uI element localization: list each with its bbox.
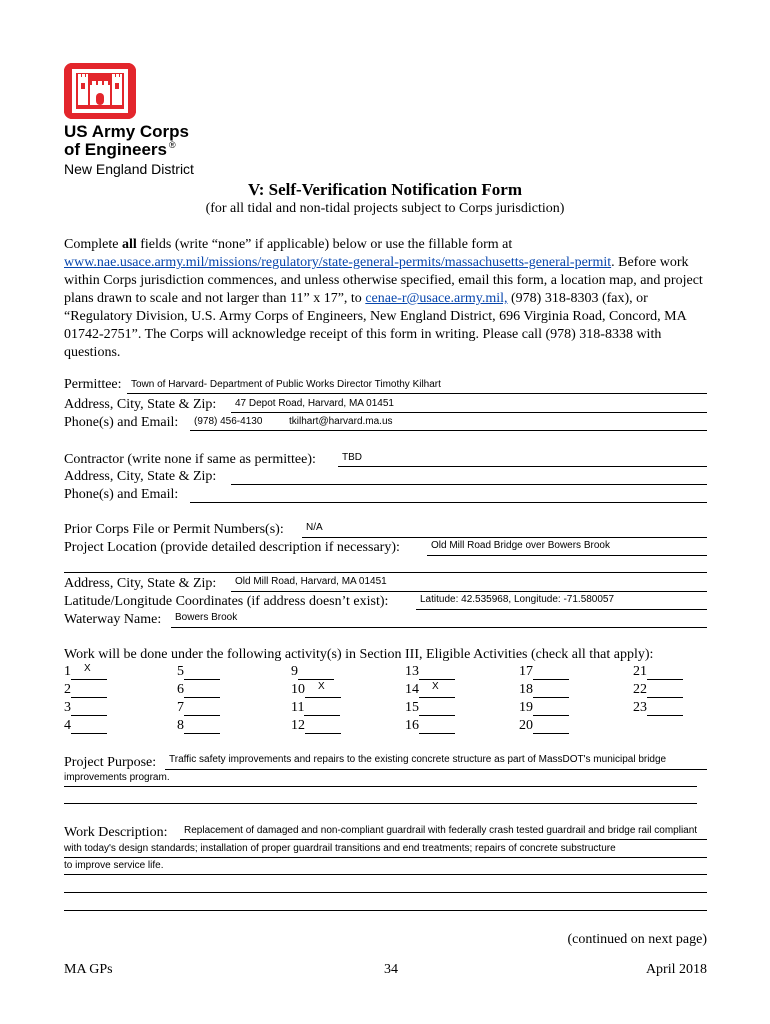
contractor-phone-label: Phone(s) and Email: (64, 487, 179, 502)
purpose-line-1[interactable] (165, 769, 707, 770)
activity-checkbox[interactable] (647, 683, 683, 698)
page-number: 34 (384, 962, 398, 977)
prior-permit-label: Prior Corps File or Permit Numbers(s): (64, 522, 284, 537)
activity-16 (405, 718, 455, 734)
activity-checkbox[interactable] (298, 665, 334, 680)
work-description-label: Work Description: (64, 825, 168, 840)
activity-12 (291, 718, 341, 734)
permittee-value[interactable]: Town of Harvard- Department of Public Works Director Timothy Kilhart (131, 379, 441, 390)
project-location-line-2[interactable] (64, 572, 707, 573)
instructions-paragraph: Complete all fields (write “none” if applicable) below or use the fillable form at www.nae.usace.army.mil/missions/regulatory/state-general-permits/massachusetts-general-permit. Before work within Corps jurisdiction commences, and unless otherwise specified, email this form, a location map, and project plans drawn to scale and not larger than 11” x 17”, to cenae-r@usace.army.mil, (978) 318-8303 (fax), or “Regulatory Division, U.S. Army Corps of Engineers, New England District, 696 Virginia Road, Concord, MA 01742-2751”. The Corps will acknowledge receipt of this form in writing. Please call (978) 318-8338 with questions. (64, 237, 703, 360)
activity-number: 11 (291, 700, 305, 715)
activity-17 (519, 664, 569, 680)
work-line-1[interactable] (180, 839, 707, 840)
activity-number: 13 (405, 664, 419, 679)
latlon-label: Latitude/Longitude Coordinates (if address doesn’t exist): (64, 594, 389, 609)
permittee-field-line[interactable] (127, 393, 707, 394)
work-line-3[interactable] (64, 874, 707, 875)
permit-url-link[interactable]: www.nae.usace.army.mil/missions/regulatory/state-general-permits/massachusetts-general-permit (64, 255, 612, 270)
activity-11 (291, 700, 340, 716)
activity-number: 10 (291, 682, 305, 697)
activity-number: 4 (64, 718, 71, 733)
email-link[interactable]: cenae-r@usace.army.mil, (365, 291, 508, 306)
activity-checkbox[interactable] (71, 701, 107, 716)
latlon-value[interactable]: Latitude: 42.535968, Longitude: -71.580057 (420, 594, 615, 605)
activity-number: 6 (177, 682, 184, 697)
activity-checkbox[interactable] (647, 701, 683, 716)
activity-5 (177, 664, 220, 680)
waterway-label: Waterway Name: (64, 612, 162, 627)
activity-number: 2 (64, 682, 71, 697)
activity-number: 16 (405, 718, 419, 733)
activity-checkbox[interactable] (419, 719, 455, 734)
activity-10 (291, 682, 341, 698)
location-address-line[interactable] (231, 591, 707, 592)
work-line-4[interactable] (64, 892, 707, 893)
contractor-address-line[interactable] (231, 484, 707, 485)
activity-21 (633, 664, 683, 680)
waterway-value[interactable]: Bowers Brook (175, 612, 238, 623)
activity-14 (405, 682, 455, 698)
purpose-text-2[interactable]: improvements program. (64, 772, 170, 783)
activity-number: 22 (633, 682, 647, 697)
activity-22 (633, 682, 683, 698)
activity-number: 9 (291, 664, 298, 679)
activity-number: 1 (64, 664, 71, 679)
activity-number: 17 (519, 664, 533, 679)
activity-checkbox[interactable] (419, 665, 455, 680)
purpose-text-1[interactable]: Traffic safety improvements and repairs to the existing concrete structure as part of MassDOT's municipal bridge (169, 754, 667, 765)
activity-checkbox[interactable] (305, 719, 341, 734)
activity-check-mark: X (432, 681, 439, 692)
activity-checkbox[interactable] (533, 683, 569, 698)
activity-checkbox[interactable] (184, 701, 220, 716)
purpose-line-3[interactable] (64, 803, 697, 804)
district-name: New England District (64, 161, 194, 177)
permittee-address-line[interactable] (231, 412, 707, 413)
activity-13 (405, 664, 455, 680)
activity-checkbox[interactable] (71, 683, 107, 698)
activity-number: 12 (291, 718, 305, 733)
activity-number: 8 (177, 718, 184, 733)
activity-number: 14 (405, 682, 419, 697)
form-title: V: Self-Verification Notification Form (248, 180, 522, 199)
activity-checkbox[interactable] (71, 665, 107, 680)
activity-checkbox[interactable] (184, 665, 220, 680)
activity-18 (519, 682, 569, 698)
activity-7 (177, 700, 220, 716)
activity-check-mark: X (318, 681, 325, 692)
continued-note: (continued on next page) (567, 932, 707, 947)
activities-heading: Work will be done under the following activity(s) in Section III, Eligible Activities (check all that apply): (64, 647, 654, 662)
prior-permit-value[interactable]: N/A (306, 522, 323, 533)
org-name-line2: of Engineers ® (64, 140, 176, 159)
permittee-email-value[interactable]: tkilhart@harvard.ma.us (289, 416, 393, 427)
location-address-label: Address, City, State & Zip: (64, 576, 217, 591)
activity-number: 18 (519, 682, 533, 697)
contractor-label: Contractor (write none if same as permittee): (64, 452, 316, 467)
activity-checkbox[interactable] (533, 719, 569, 734)
permittee-phone-line[interactable] (190, 430, 707, 431)
latlon-line[interactable] (416, 609, 707, 610)
activity-checkbox[interactable] (419, 701, 455, 716)
work-line-5[interactable] (64, 910, 707, 911)
project-location-value[interactable]: Old Mill Road Bridge over Bowers Brook (431, 540, 610, 551)
castle-icon (64, 63, 136, 119)
activity-checkbox[interactable] (305, 683, 341, 698)
activity-checkbox[interactable] (184, 719, 220, 734)
permittee-phone-value[interactable]: (978) 456-4130 (194, 416, 263, 427)
registered-mark: ® (168, 140, 176, 151)
activity-number: 3 (64, 700, 71, 715)
form-subtitle: (for all tidal and non-tidal projects subject to Corps jurisdiction) (205, 201, 565, 216)
contractor-address-label: Address, City, State & Zip: (64, 469, 217, 484)
work-text-3[interactable]: to improve service life. (64, 860, 164, 871)
activity-2 (64, 682, 107, 698)
contractor-phone-line[interactable] (190, 502, 707, 503)
footer-left: MA GPs (64, 962, 113, 977)
activity-checkbox[interactable] (304, 701, 340, 716)
activity-23 (633, 700, 683, 716)
work-text-2[interactable]: with today's design standards; installation of proper guardrail transitions and end treatments; repairs of concrete substructure (64, 843, 616, 854)
activity-check-mark: X (84, 663, 91, 674)
waterway-line[interactable] (171, 627, 707, 628)
permittee-address-label: Address, City, State & Zip: (64, 397, 217, 412)
activity-number: 15 (405, 700, 419, 715)
permittee-address-value[interactable]: 47 Depot Road, Harvard, MA 01451 (235, 398, 394, 409)
activity-checkbox[interactable] (533, 665, 569, 680)
activity-19 (519, 700, 569, 716)
usace-castle-logo (64, 63, 136, 119)
activity-20 (519, 718, 569, 734)
location-address-value[interactable]: Old Mill Road, Harvard, MA 01451 (235, 576, 387, 587)
activity-3 (64, 700, 107, 716)
purpose-line-2[interactable] (64, 786, 697, 787)
prior-permit-line[interactable] (302, 537, 707, 538)
activity-number: 21 (633, 664, 647, 679)
work-line-2[interactable] (64, 857, 707, 858)
contractor-field-line[interactable] (338, 466, 707, 467)
work-text-1[interactable]: Replacement of damaged and non-compliant guardrail with federally crash tested guardrail and bridge rail compliant (184, 825, 698, 836)
activity-6 (177, 682, 220, 698)
activity-checkbox[interactable] (419, 683, 455, 698)
contractor-value[interactable]: TBD (342, 452, 362, 463)
activity-checkbox[interactable] (71, 719, 107, 734)
activity-8 (177, 718, 220, 734)
activity-4 (64, 718, 107, 734)
project-purpose-label: Project Purpose: (64, 755, 157, 770)
permittee-label: Permittee: (64, 377, 122, 392)
activity-number: 23 (633, 700, 647, 715)
activity-1 (64, 664, 107, 680)
activity-number: 7 (177, 700, 184, 715)
activity-checkbox[interactable] (533, 701, 569, 716)
activity-checkbox[interactable] (647, 665, 683, 680)
permittee-phone-label: Phone(s) and Email: (64, 415, 179, 430)
activity-number: 19 (519, 700, 533, 715)
org-name-line1: US Army Corps (64, 122, 190, 141)
footer-date: April 2018 (645, 962, 707, 977)
project-location-line[interactable] (427, 555, 707, 556)
activity-checkbox[interactable] (184, 683, 220, 698)
activity-number: 20 (519, 718, 533, 733)
project-location-label: Project Location (provide detailed description if necessary): (64, 540, 400, 555)
activity-15 (405, 700, 455, 716)
activity-number: 5 (177, 664, 184, 679)
activity-9 (291, 664, 334, 680)
